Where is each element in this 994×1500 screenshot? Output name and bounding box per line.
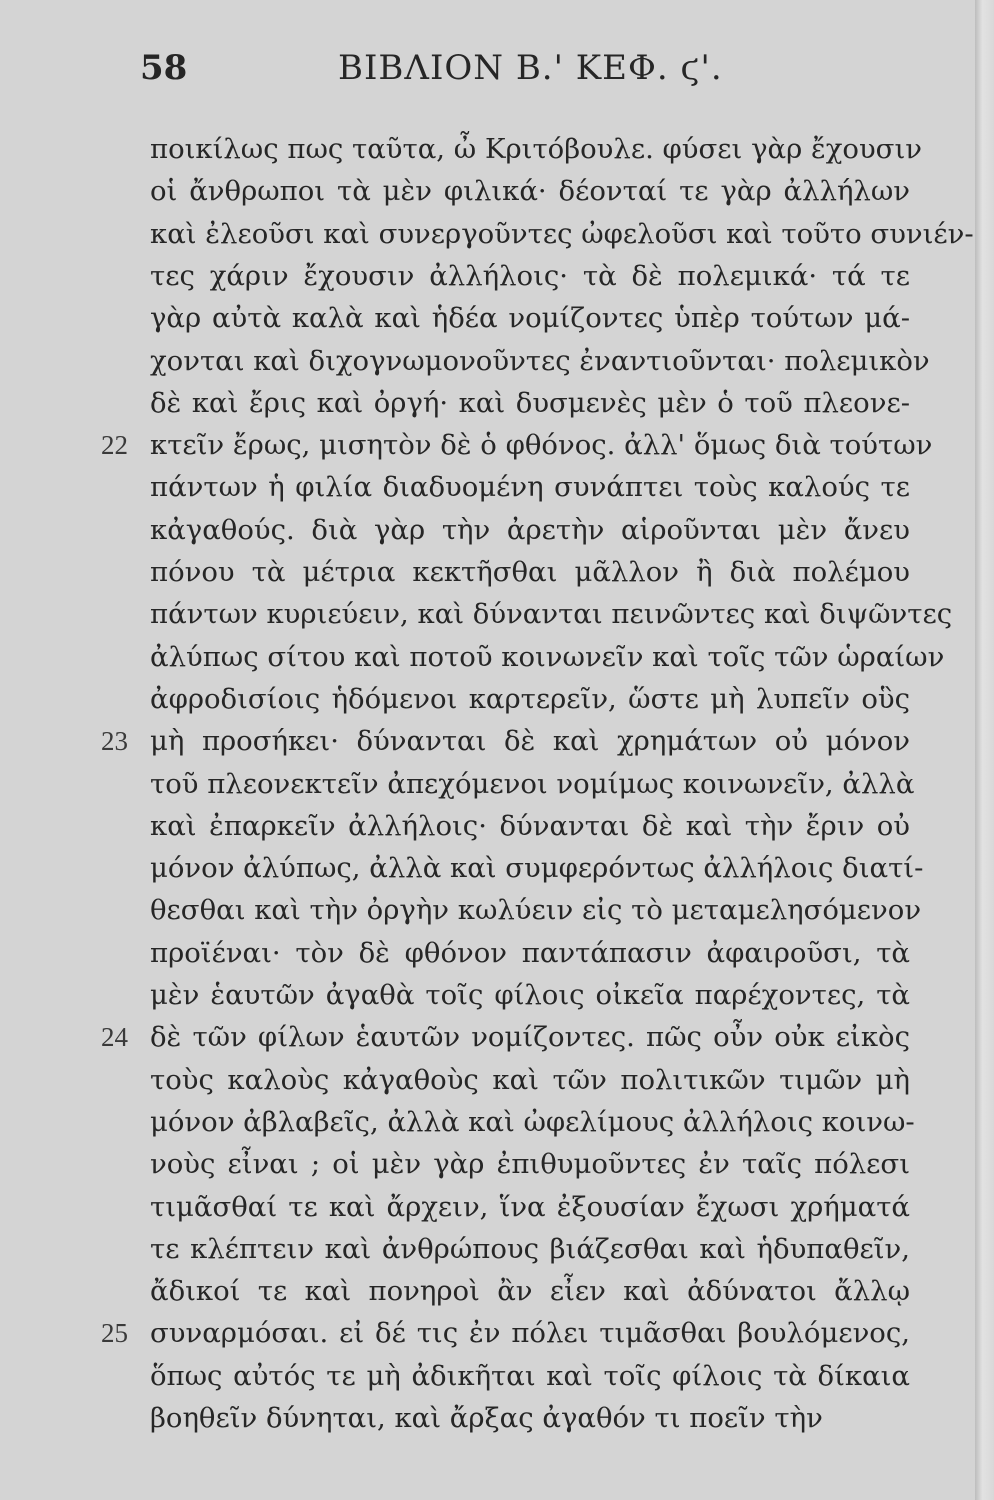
text-line: ὅπως αὐτός τε μὴ ἀδικῆται καὶ τοῖς φίλοις τὰ δίκαια [150,1359,910,1392]
text-line: ποικίλως πως ταῦτα, ὦ Κριτόβουλε. φύσει γὰρ ἔχουσιν [150,133,922,165]
verse-number: 23 [101,726,128,757]
verse-number: 25 [101,1318,128,1349]
text-line: βοηθεῖν δύνηται, καὶ ἄρξας ἀγαθόν τι ποεῖν τὴν [150,1402,823,1434]
text-line: ἀλύπως σίτου καὶ ποτοῦ κοινωνεῖν καὶ τοῖς τῶν ὡραίων [150,640,945,673]
text-line: κτεῖν ἔρως, μισητὸν δὲ ὁ φθόνος. ἀλλ' ὅμως διὰ τούτων [150,429,933,462]
text-line: δὲ τῶν φίλων ἑαυτῶν νομίζοντες. πῶς οὖν οὐκ εἰκὸς [150,1021,910,1054]
text-line: χονται καὶ διχογνωμονοῦντες ἐναντιοῦνται· πολεμικὸν [150,344,930,377]
text-line: προϊέναι· τὸν δὲ φθόνον παντάπασιν ἀφαιροῦσι, τὰ [150,936,910,969]
text-line: κἀγαθούς. διὰ γὰρ τὴν ἀρετὴν αἱροῦνται μὲν ἄνευ [150,513,910,546]
page-number: 58 [140,48,188,88]
text-line: πόνου τὰ μέτρια κεκτῆσθαι μᾶλλον ἢ διὰ πολέμου [150,556,910,588]
running-title: ΒΙΒΛΙΟΝ Β.' ΚΕΦ. ϛ'. [338,48,723,88]
text-line: καὶ ἐλεοῦσι καὶ συνεργοῦντες ὠφελοῦσι καὶ τοῦτο συνιέν- [150,217,974,250]
text-line: ἄδικοί τε καὶ πονηροὶ ἂν εἶεν καὶ ἀδύνατοι ἄλλῳ [150,1275,910,1308]
text-line: μὴ προσήκει· δύνανται δὲ καὶ χρημάτων οὐ μόνον [150,725,910,758]
verse-number: 22 [101,430,128,461]
text-line: νοὺς εἶναι ; οἱ μὲν γὰρ ἐπιθυμοῦντες ἐν ταῖς πόλεσι [150,1148,910,1181]
verse-number: 24 [101,1022,128,1053]
text-line: τες χάριν ἔχουσιν ἀλλήλοις· τὰ δὲ πολεμικά· τά τε [150,259,910,292]
text-line: μόνον ἀβλαβεῖς, ἀλλὰ καὶ ὠφελίμους ἀλλήλοις κοινω- [150,1105,915,1138]
text-line: τε κλέπτειν καὶ ἀνθρώπους βιάζεσθαι καὶ ἡδυπαθεῖν, [150,1232,910,1265]
text-line: τιμᾶσθαί τε καὶ ἄρχειν, ἵνα ἐξουσίαν ἔχωσι χρήματά [150,1190,910,1223]
text-line: γὰρ αὐτὰ καλὰ καὶ ἡδέα νομίζοντες ὑπὲρ τούτων μά- [150,302,910,335]
text-line: συναρμόσαι. εἰ δέ τις ἐν πόλει τιμᾶσθαι βουλόμενος, [150,1317,910,1350]
page-header [140,48,900,98]
page-edge [975,0,994,1500]
text-line: τοῦ πλεονεκτεῖν ἀπεχόμενοι νομίμως κοινωνεῖν, ἀλλὰ [150,767,915,800]
text-line: πάντων κυριεύειν, καὶ δύνανται πεινῶντες καὶ διψῶντες [150,598,953,631]
text-line: καὶ ἐπαρκεῖν ἀλλήλοις· δύνανται δὲ καὶ τὴν ἔριν οὐ [150,809,910,842]
text-line: τοὺς καλοὺς κἀγαθοὺς καὶ τῶν πολιτικῶν τιμῶν μὴ [150,1063,910,1096]
text-line: οἱ ἄνθρωποι τὰ μὲν φιλικά· δέονταί τε γὰρ ἀλλήλων [150,175,910,208]
text-line: δὲ καὶ ἔρις καὶ ὀργή· καὶ δυσμενὲς μὲν ὁ τοῦ πλεονε- [150,386,910,419]
text-line: μὲν ἑαυτῶν ἀγαθὰ τοῖς φίλοις οἰκεῖα παρέχοντες, τὰ [150,979,910,1011]
text-line: πάντων ἡ φιλία διαδυομένη συνάπτει τοὺς καλούς τε [150,471,910,504]
text-line: θεσθαι καὶ τὴν ὀργὴν κωλύειν εἰς τὸ μεταμελησόμενον [150,894,922,927]
text-line: ἀφροδισίοις ἡδόμενοι καρτερεῖν, ὥστε μὴ λυπεῖν οὓς [150,682,910,715]
text-line: μόνον ἀλύπως, ἀλλὰ καὶ συμφερόντως ἀλλήλοις διατί- [150,852,924,885]
